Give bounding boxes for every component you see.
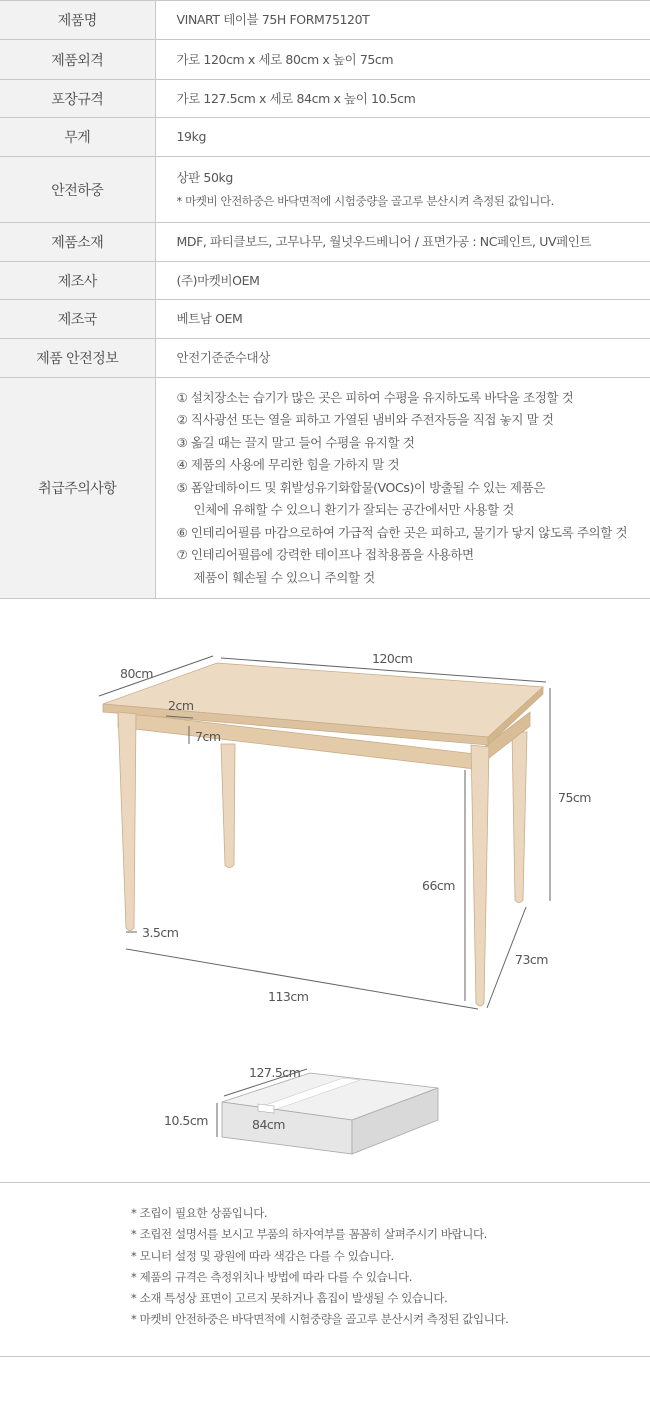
note-item: * 조립전 설명서를 보시고 부품의 하자여부를 꼼꼼히 살펴주시기 바랍니다. <box>131 1227 487 1242</box>
spec-row-package <box>0 80 650 118</box>
spec-label: 제조사 <box>0 262 155 300</box>
table-illustration <box>103 663 543 1006</box>
spec-row-safety-info <box>0 339 650 378</box>
product-name-value: VINART 테이블 75H FORM75120T <box>176 12 370 27</box>
spec-value <box>155 1 650 40</box>
spec-label: 제품명 <box>0 1 155 40</box>
apron-height-label: 7cm <box>195 729 221 744</box>
caution-item: ① 설치장소는 습기가 많은 곳은 피하여 수평을 유지하도록 바닥을 조정할 것 <box>176 389 574 405</box>
caution-item-continued: 제품이 훼손될 수 있으니 주의할 것 <box>193 569 375 585</box>
package-box-illustration <box>222 1073 438 1154</box>
leg-thickness-label: 3.5cm <box>142 925 179 940</box>
safe-load-value: 상판 50kg <box>176 170 233 185</box>
spec-row-weight <box>0 118 650 157</box>
notes-section <box>0 1183 650 1357</box>
note-item: * 마켓비 안전하중은 바닥면적에 시험중량을 골고루 분산시켜 측정된 값입니다. <box>131 1312 509 1327</box>
note-item: * 조립이 필요한 상품입니다. <box>131 1206 268 1220</box>
back-right-leg <box>512 732 527 903</box>
apron-thickness-label: 2cm <box>168 698 194 713</box>
box-height-label: 10.5cm <box>164 1113 208 1128</box>
dimension-diagram <box>0 599 650 1183</box>
front-right-leg <box>471 745 489 1006</box>
caution-item: ⑦ 인테리어필름에 강력한 테이프나 접착용품을 사용하면 <box>176 547 474 563</box>
dimension-diagram-svg <box>0 599 650 1183</box>
width-label: 120cm <box>372 651 413 666</box>
safe-load-note: * 마켓비 안전하중은 바닥면적에 시험중량을 골고루 분산시켜 측정된 값입니다. <box>176 194 554 208</box>
caution-item: ⑥ 인테리어필름 마감으로하여 가급적 습한 곳은 피하고, 물기가 닿지 않도록 주의할 것 <box>176 524 628 540</box>
spec-row-origin <box>0 300 650 339</box>
spec-value <box>155 223 650 262</box>
caution-item: ④ 제품의 사용에 무리한 힘을 가하지 말 것 <box>176 457 400 473</box>
spec-label: 취급주의사항 <box>0 378 155 599</box>
note-item: * 소재 특성상 표면이 고르지 못하거나 흠집이 발생될 수 있습니다. <box>131 1291 448 1306</box>
leg-span-depth-label: 73cm <box>515 952 548 967</box>
front-left-leg <box>118 712 136 931</box>
spec-label: 제품 안전정보 <box>0 339 155 378</box>
caution-item: ③ 옮길 때는 끌지 말고 들어 수평을 유지할 것 <box>176 434 415 450</box>
spec-row-caution <box>0 378 650 599</box>
spec-label: 제조국 <box>0 300 155 339</box>
weight-value: 19kg <box>176 129 206 144</box>
spec-label: 제품외격 <box>0 40 155 80</box>
spec-label: 무게 <box>0 118 155 157</box>
spec-row-safe-load <box>0 157 650 223</box>
caution-item: ② 직사광선 또는 열을 피하고 가열된 냄비와 주전자등을 직접 놓지 말 것 <box>176 412 554 428</box>
spec-value <box>155 339 650 378</box>
spec-value <box>155 157 650 223</box>
note-item: * 제품의 규격은 측정위치나 방법에 따라 다를 수 있습니다. <box>131 1269 412 1284</box>
back-left-leg <box>221 744 235 868</box>
depth-label: 80cm <box>120 666 153 681</box>
manufacturer-value: (주)마켓비OEM <box>176 272 260 288</box>
dimensions-value: 가로 120cm x 세로 80cm x 높이 75cm <box>176 51 394 67</box>
box-length-label: 127.5cm <box>249 1065 301 1080</box>
spec-row-manufacturer <box>0 262 650 300</box>
spec-label: 포장규격 <box>0 80 155 118</box>
spec-value <box>155 80 650 118</box>
leg-height-label: 66cm <box>422 878 455 893</box>
spec-value <box>155 300 650 339</box>
safety-info-value: 안전기준준수대상 <box>176 350 270 365</box>
spec-label: 제품소재 <box>0 223 155 262</box>
material-value: MDF, 파티클보드, 고무나무, 월넛우드베니어 / 표면가공 : NC페인트, UV페인트 <box>176 234 592 249</box>
box-width-label: 84cm <box>252 1117 285 1132</box>
spec-value <box>155 118 650 157</box>
spec-row-material <box>0 223 650 262</box>
height-label: 75cm <box>558 790 591 805</box>
origin-value: 베트남 OEM <box>176 311 243 326</box>
spec-value <box>155 262 650 300</box>
package-value: 가로 127.5cm x 세로 84cm x 높이 10.5cm <box>176 90 416 106</box>
spec-value <box>155 40 650 80</box>
notes-list <box>131 1203 508 1331</box>
spec-row-product-name <box>0 1 650 40</box>
caution-list <box>155 378 650 599</box>
spec-row-dimensions <box>0 40 650 80</box>
note-item: * 모니터 설정 및 광원에 따라 색감은 다를 수 있습니다. <box>131 1248 394 1263</box>
caution-item: ⑤ 폼알데하이드 및 휘발성유기화합물(VOCs)이 방출될 수 있는 제품은 <box>176 479 545 495</box>
spec-label: 안전하중 <box>0 157 155 223</box>
spec-table <box>0 0 650 599</box>
leg-span-width-label: 113cm <box>268 989 309 1004</box>
caution-item-continued: 인체에 유해할 수 있으니 환기가 잘되는 공간에서만 사용할 것 <box>193 502 514 518</box>
